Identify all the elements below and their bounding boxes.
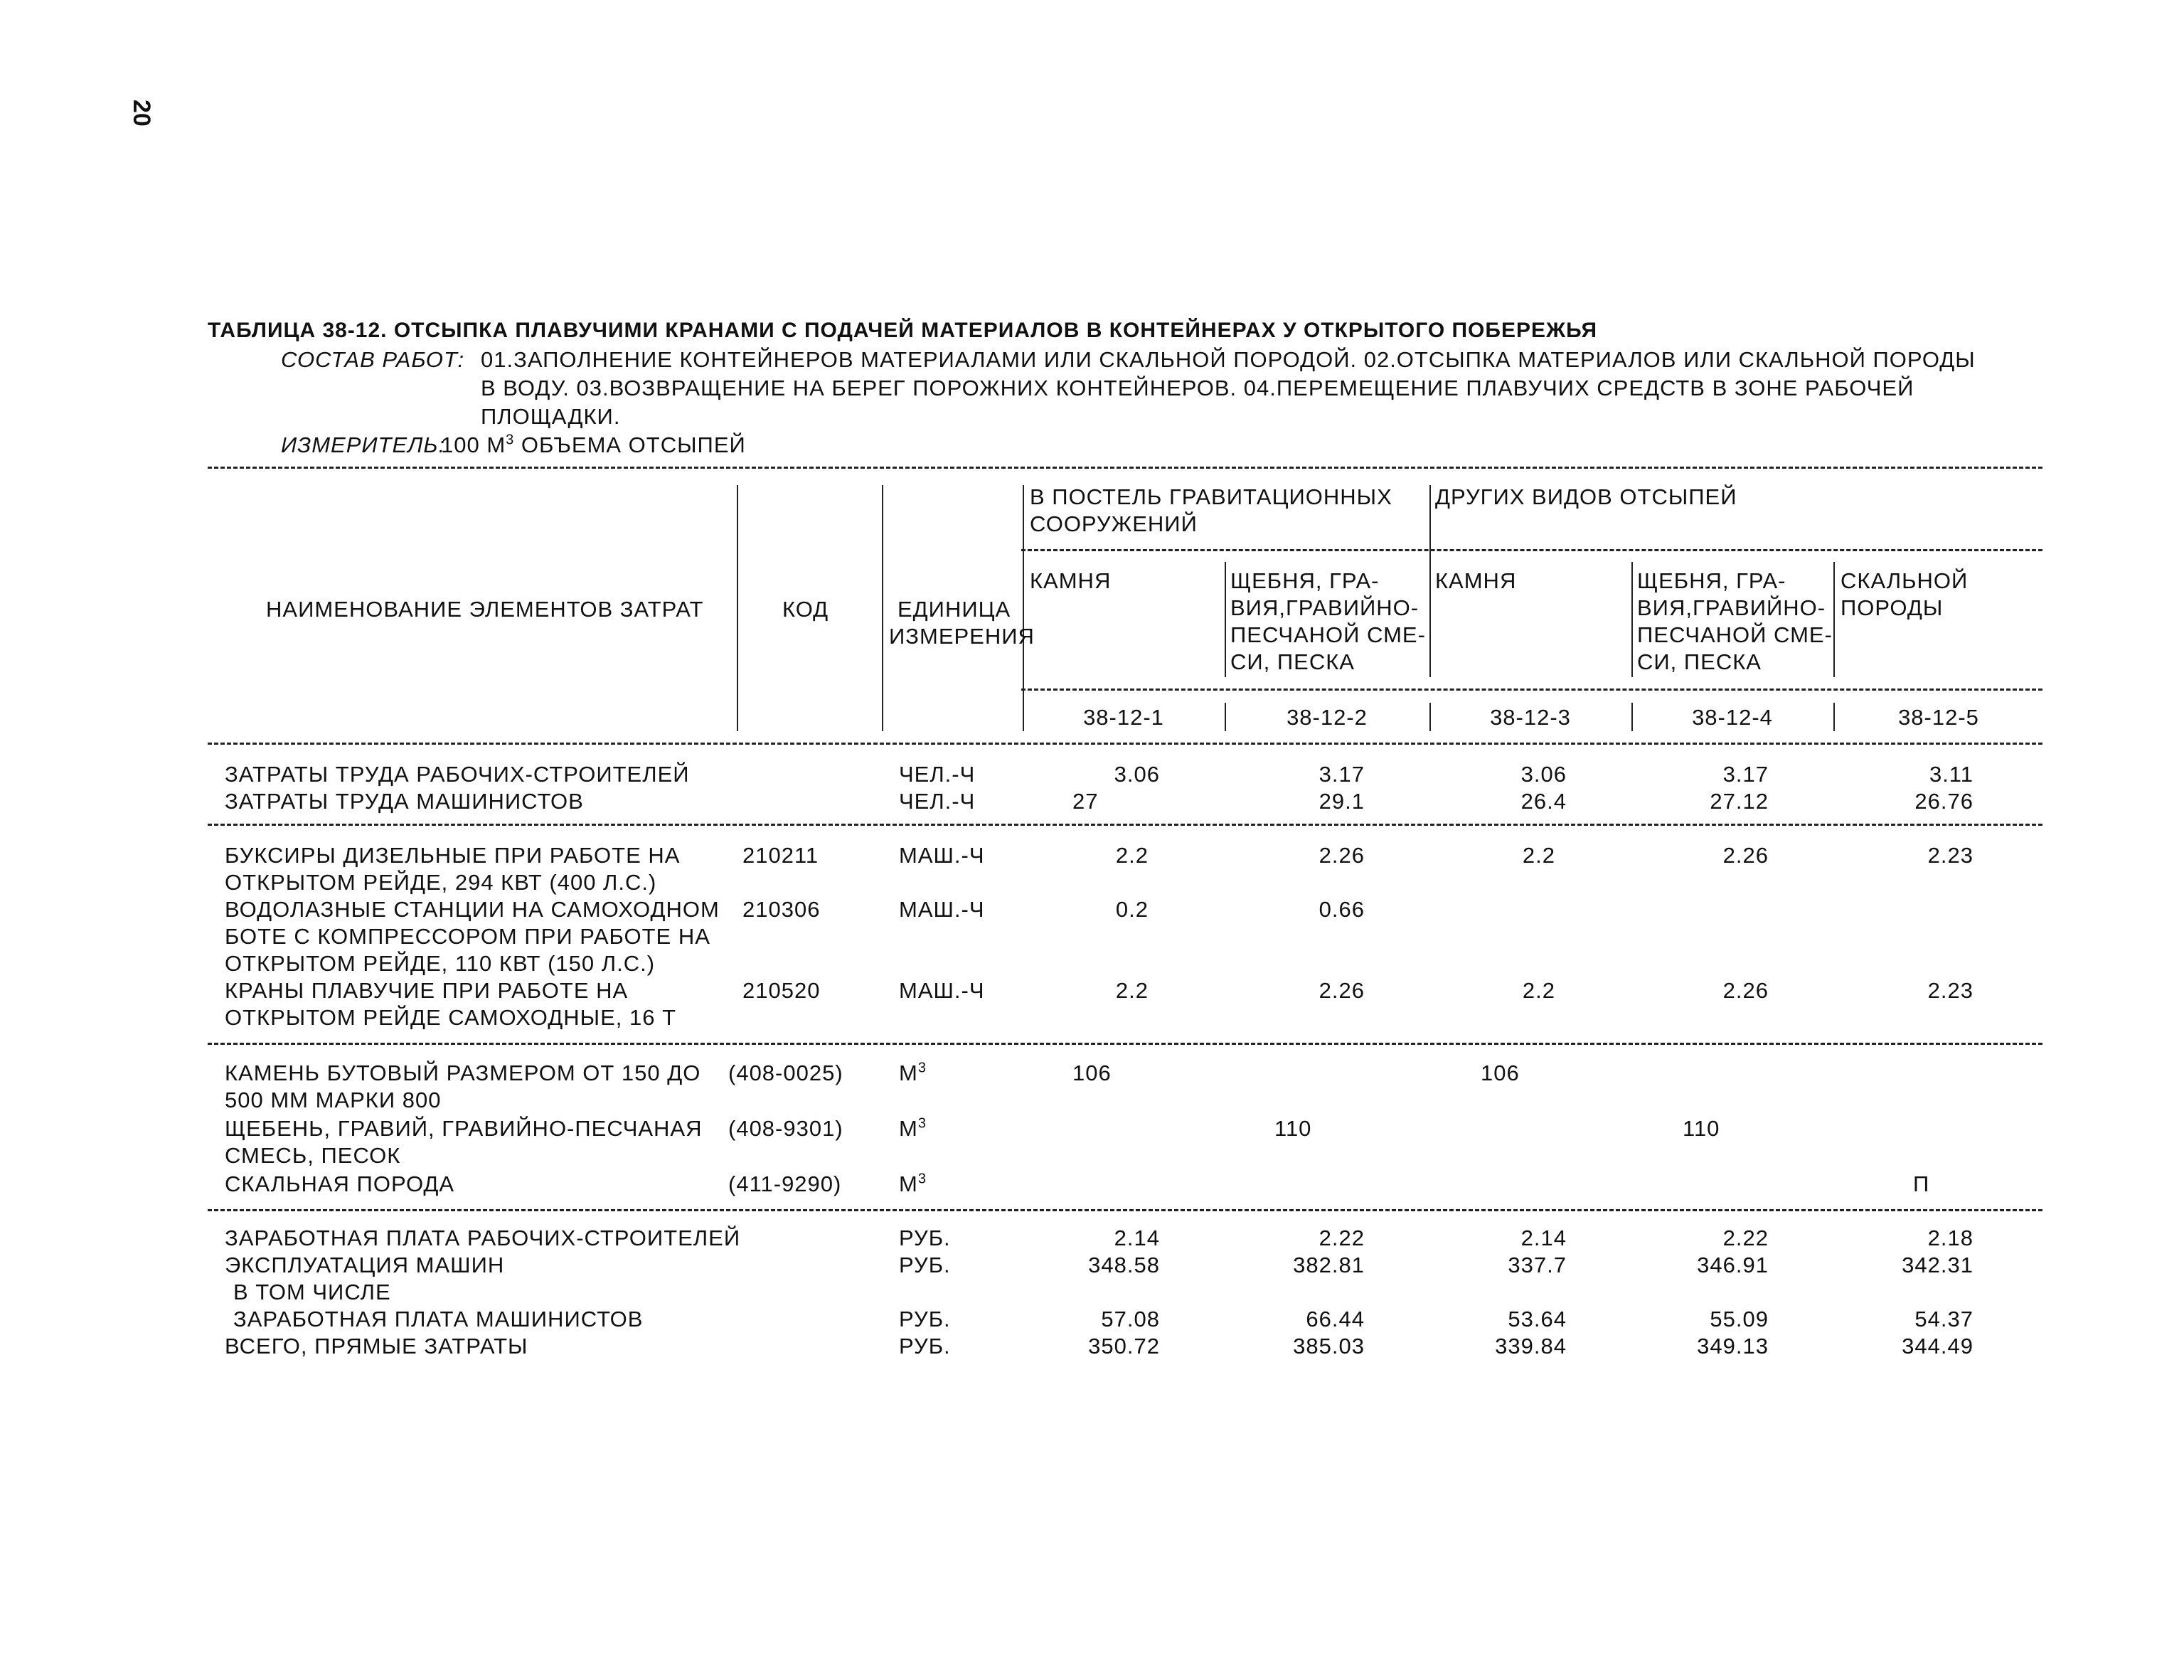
machine-diving-v1: 0.2 bbox=[1115, 897, 1149, 922]
cost-total-v4: 349.13 bbox=[1697, 1334, 1769, 1359]
machine-crane-code: 210520 bbox=[742, 978, 821, 1003]
labor-operators-v3: 26.4 bbox=[1520, 789, 1567, 814]
header-rock-line-2: ПОРОДЫ bbox=[1841, 595, 1944, 620]
header-code-3: 38-12-3 bbox=[1490, 705, 1571, 730]
material-gravel-unit-exponent: 3 bbox=[917, 1115, 927, 1132]
cost-machines-v5: 342.31 bbox=[1902, 1253, 1973, 1277]
machine-crane-name-2: ОТКРЫТОМ РЕЙДЕ САМОХОДНЫЕ, 16 Т bbox=[225, 1005, 677, 1030]
material-stone-name-1: КАМЕНЬ БУТОВЫЙ РАЗМЕРОМ ОТ 150 ДО bbox=[225, 1060, 701, 1085]
labor-operators-v5: 26.76 bbox=[1914, 789, 1973, 814]
header-bar-unit-group bbox=[1023, 485, 1024, 731]
machine-tug-v4: 2.26 bbox=[1722, 843, 1769, 868]
machine-crane-v5: 2.23 bbox=[1927, 978, 1973, 1003]
labor-operators-v1: 27 bbox=[1072, 789, 1099, 814]
labor-workers-v1: 3.06 bbox=[1114, 762, 1160, 787]
labor-workers-v5: 3.11 bbox=[1929, 762, 1973, 787]
cost-operator-wages-v3: 53.64 bbox=[1508, 1307, 1567, 1331]
material-rock-v5: П bbox=[1913, 1171, 1930, 1196]
header-bar-name-code bbox=[737, 485, 738, 731]
cost-machines-v2: 382.81 bbox=[1293, 1253, 1365, 1277]
header-bar-col3-col4 bbox=[1631, 562, 1633, 677]
material-rock-unit-base: М bbox=[899, 1171, 918, 1196]
cost-machines-name: ЭКСПЛУАТАЦИЯ МАШИН bbox=[225, 1253, 505, 1277]
header-bar-col1-col2 bbox=[1225, 562, 1226, 677]
cost-operator-wages-v2: 66.44 bbox=[1306, 1307, 1365, 1331]
cost-total-v1: 350.72 bbox=[1088, 1334, 1160, 1359]
material-rock-name: СКАЛЬНАЯ ПОРОДА bbox=[225, 1171, 455, 1196]
header-name-column: НАИМЕНОВАНИЕ ЭЛЕМЕНТОВ ЗАТРАТ bbox=[266, 597, 704, 622]
machine-diving-name-2: БОТЕ С КОМПРЕССОРОМ ПРИ РАБОТЕ НА bbox=[225, 924, 710, 949]
labor-workers-v4: 3.17 bbox=[1722, 762, 1769, 787]
cost-wages-v1: 2.14 bbox=[1114, 1226, 1160, 1250]
material-gravel-v2: 110 bbox=[1274, 1116, 1312, 1141]
labor-name-operators: ЗАТРАТЫ ТРУДА МАШИНИСТОВ bbox=[225, 789, 584, 814]
material-rock-code: (411-9290) bbox=[728, 1171, 842, 1196]
cost-total-name: ВСЕГО, ПРЯМЫЕ ЗАТРАТЫ bbox=[225, 1334, 528, 1359]
work-line-2: В ВОДУ. 03.ВОЗВРАЩЕНИЕ НА БЕРЕГ ПОРОЖНИХ КОНТЕЙНЕРОВ. 04.ПЕРЕМЕЩЕНИЕ ПЛАВУЧИХ СРЕДСТВ В ЗОНЕ РАБОЧЕЙ bbox=[481, 376, 1914, 400]
header-gravel-2-line-4: СИ, ПЕСКА bbox=[1637, 649, 1762, 674]
machine-tug-v3: 2.2 bbox=[1522, 843, 1555, 868]
header-gravel-1-line-3: ПЕСЧАНОЙ СМЕ- bbox=[1230, 622, 1426, 647]
header-group-other: ДРУГИХ ВИДОВ ОТСЫПЕЙ bbox=[1435, 484, 1737, 509]
cost-machines-v3: 337.7 bbox=[1508, 1253, 1567, 1277]
machine-diving-v2: 0.66 bbox=[1319, 897, 1365, 922]
header-gravel-1-line-4: СИ, ПЕСКА bbox=[1230, 649, 1355, 674]
material-stone-code: (408-0025) bbox=[728, 1060, 843, 1085]
cost-total-unit: РУБ. bbox=[899, 1334, 951, 1359]
machine-tug-unit: МАШ.-Ч bbox=[899, 843, 985, 868]
work-line-3: ПЛОЩАДКИ. bbox=[481, 404, 621, 429]
header-unit-line-2: ИЗМЕРЕНИЯ bbox=[889, 624, 1035, 649]
separator-header-group bbox=[1021, 549, 2042, 551]
header-code-2: 38-12-2 bbox=[1287, 705, 1368, 730]
machine-tug-v5: 2.23 bbox=[1927, 843, 1973, 868]
labor-operators-v4: 27.12 bbox=[1710, 789, 1769, 814]
header-rock-line-1: СКАЛЬНОЙ bbox=[1841, 568, 1969, 593]
header-unit-line-1: ЕДИНИЦА bbox=[897, 597, 1011, 622]
machine-tug-code: 210211 bbox=[742, 843, 819, 868]
material-stone-unit-base: М bbox=[899, 1060, 918, 1085]
material-gravel-unit bbox=[899, 1115, 927, 1142]
header-gravel-2-line-1: ЩЕБНЯ, ГРА- bbox=[1637, 568, 1786, 593]
header-group-gravity-line-2: СООРУЖЕНИЙ bbox=[1030, 511, 1198, 536]
work-composition-label: СОСТАВ РАБОТ: bbox=[281, 347, 465, 372]
material-stone-v1: 106 bbox=[1072, 1060, 1112, 1085]
measure-unit: 100 М bbox=[441, 432, 506, 457]
material-stone-unit bbox=[899, 1060, 927, 1087]
machine-diving-unit: МАШ.-Ч bbox=[899, 897, 985, 922]
cost-total-v5: 344.49 bbox=[1902, 1334, 1973, 1359]
header-stone-2: КАМНЯ bbox=[1435, 568, 1517, 593]
machine-crane-unit: МАШ.-Ч bbox=[899, 978, 985, 1003]
separator-labor-end bbox=[208, 824, 2042, 826]
header-code-column: КОД bbox=[782, 597, 829, 622]
material-rock-unit-exponent: 3 bbox=[917, 1171, 927, 1187]
labor-workers-v2: 3.17 bbox=[1319, 762, 1365, 787]
header-code-4: 38-12-4 bbox=[1692, 705, 1773, 730]
separator-materials-end bbox=[208, 1209, 2042, 1211]
measure-unit-exponent: 3 bbox=[506, 432, 515, 448]
separator-top bbox=[208, 467, 2042, 469]
header-bar-code-unit bbox=[882, 485, 883, 731]
cost-operator-wages-v1: 57.08 bbox=[1101, 1307, 1160, 1331]
machine-crane-v3: 2.2 bbox=[1522, 978, 1555, 1003]
header-gravel-2-line-3: ПЕСЧАНОЙ СМЕ- bbox=[1637, 622, 1833, 647]
machine-diving-code: 210306 bbox=[742, 897, 821, 922]
cost-operator-wages-unit: РУБ. bbox=[899, 1307, 951, 1331]
labor-name-workers: ЗАТРАТЫ ТРУДА РАБОЧИХ-СТРОИТЕЛЕЙ bbox=[225, 762, 690, 787]
cost-operator-wages-v4: 55.09 bbox=[1710, 1307, 1769, 1331]
cost-operator-wages-v5: 54.37 bbox=[1914, 1307, 1973, 1331]
cost-wages-v5: 2.18 bbox=[1927, 1226, 1973, 1250]
labor-workers-v3: 3.06 bbox=[1520, 762, 1567, 787]
machine-crane-v2: 2.26 bbox=[1319, 978, 1365, 1003]
material-gravel-v4: 110 bbox=[1683, 1116, 1720, 1141]
measure-object: ОБЪЕМА ОТСЫПЕЙ bbox=[521, 432, 746, 457]
separator-header-codes bbox=[1021, 689, 2042, 691]
cost-machines-v1: 348.58 bbox=[1088, 1253, 1160, 1277]
machine-crane-v4: 2.26 bbox=[1722, 978, 1769, 1003]
material-gravel-name-2: СМЕСЬ, ПЕСОК bbox=[225, 1143, 401, 1168]
material-gravel-name-1: ЩЕБЕНЬ, ГРАВИЙ, ГРАВИЙНО-ПЕСЧАНАЯ bbox=[225, 1116, 703, 1141]
machine-diving-name-3: ОТКРЫТОМ РЕЙДЕ, 110 КВТ (150 Л.С.) bbox=[225, 951, 656, 976]
header-bar-col4-col5 bbox=[1833, 562, 1835, 677]
header-gravel-1-line-1: ЩЕБНЯ, ГРА- bbox=[1230, 568, 1380, 593]
header-group-gravity-line-1: В ПОСТЕЛЬ ГРАВИТАЦИОННЫХ bbox=[1030, 484, 1392, 509]
work-line-1: 01.ЗАПОЛНЕНИЕ КОНТЕЙНЕРОВ МАТЕРИАЛАМИ ИЛИ СКАЛЬНОЙ ПОРОДОЙ. 02.ОТСЫПКА МАТЕРИАЛОВ ИЛИ СКАЛЬНОЙ ПОРОДЫ bbox=[481, 347, 1976, 372]
material-stone-v3: 106 bbox=[1481, 1060, 1520, 1085]
machine-tug-name-2: ОТКРЫТОМ РЕЙДЕ, 294 КВТ (400 Л.С.) bbox=[225, 870, 657, 895]
header-code-5: 38-12-5 bbox=[1898, 705, 1979, 730]
table-title: ТАБЛИЦА 38-12. ОТСЫПКА ПЛАВУЧИМИ КРАНАМИ С ПОДАЧЕЙ МАТЕРИАЛОВ В КОНТЕЙНЕРАХ У ОТКРЫТОГО ПОБЕРЕЖЬЯ bbox=[208, 319, 1598, 342]
machine-crane-name-1: КРАНЫ ПЛАВУЧИЕ ПРИ РАБОТЕ НА bbox=[225, 978, 629, 1003]
header-bar-group-split bbox=[1429, 485, 1431, 677]
measure-value bbox=[441, 432, 746, 459]
header-stone-1: КАМНЯ bbox=[1030, 568, 1112, 593]
cost-wages-unit: РУБ. bbox=[899, 1226, 951, 1250]
cost-machines-v4: 346.91 bbox=[1697, 1253, 1769, 1277]
machine-crane-v1: 2.2 bbox=[1115, 978, 1149, 1003]
labor-operators-v2: 29.1 bbox=[1319, 789, 1365, 814]
machine-tug-v1: 2.2 bbox=[1115, 843, 1149, 868]
cost-wages-v3: 2.14 bbox=[1520, 1226, 1567, 1250]
cost-total-v2: 385.03 bbox=[1293, 1334, 1365, 1359]
machine-tug-name-1: БУКСИРЫ ДИЗЕЛЬНЫЕ ПРИ РАБОТЕ НА bbox=[225, 843, 681, 868]
material-gravel-code: (408-9301) bbox=[728, 1116, 843, 1141]
header-gravel-2-line-2: ВИЯ,ГРАВИЙНО- bbox=[1637, 595, 1826, 620]
machine-tug-v2: 2.26 bbox=[1319, 843, 1365, 868]
cost-including-label: В ТОМ ЧИСЛЕ bbox=[233, 1280, 391, 1304]
material-stone-unit-exponent: 3 bbox=[917, 1060, 927, 1076]
separator-header-end bbox=[208, 743, 2042, 745]
separator-machines-end bbox=[208, 1043, 2042, 1045]
measure-label: ИЗМЕРИТЕЛЬ: bbox=[281, 432, 446, 457]
cost-wages-v4: 2.22 bbox=[1722, 1226, 1769, 1250]
cost-machines-unit: РУБ. bbox=[899, 1253, 951, 1277]
material-gravel-unit-base: М bbox=[899, 1116, 918, 1141]
machine-diving-name-1: ВОДОЛАЗНЫЕ СТАНЦИИ НА САМОХОДНОМ bbox=[225, 897, 720, 922]
cost-wages-name: ЗАРАБОТНАЯ ПЛАТА РАБОЧИХ-СТРОИТЕЛЕЙ bbox=[225, 1226, 741, 1250]
header-gravel-1-line-2: ВИЯ,ГРАВИЙНО- bbox=[1230, 595, 1419, 620]
cost-operator-wages-name: ЗАРАБОТНАЯ ПЛАТА МАШИНИСТОВ bbox=[233, 1307, 644, 1331]
header-code-1: 38-12-1 bbox=[1083, 705, 1164, 730]
material-stone-name-2: 500 ММ МАРКИ 800 bbox=[225, 1088, 442, 1112]
labor-unit-workers: ЧЕЛ.-Ч bbox=[899, 762, 976, 787]
material-rock-unit bbox=[899, 1171, 927, 1198]
cost-wages-v2: 2.22 bbox=[1319, 1226, 1365, 1250]
labor-unit-operators: ЧЕЛ.-Ч bbox=[899, 789, 976, 814]
page-number: 20 bbox=[128, 100, 155, 127]
cost-total-v3: 339.84 bbox=[1495, 1334, 1567, 1359]
